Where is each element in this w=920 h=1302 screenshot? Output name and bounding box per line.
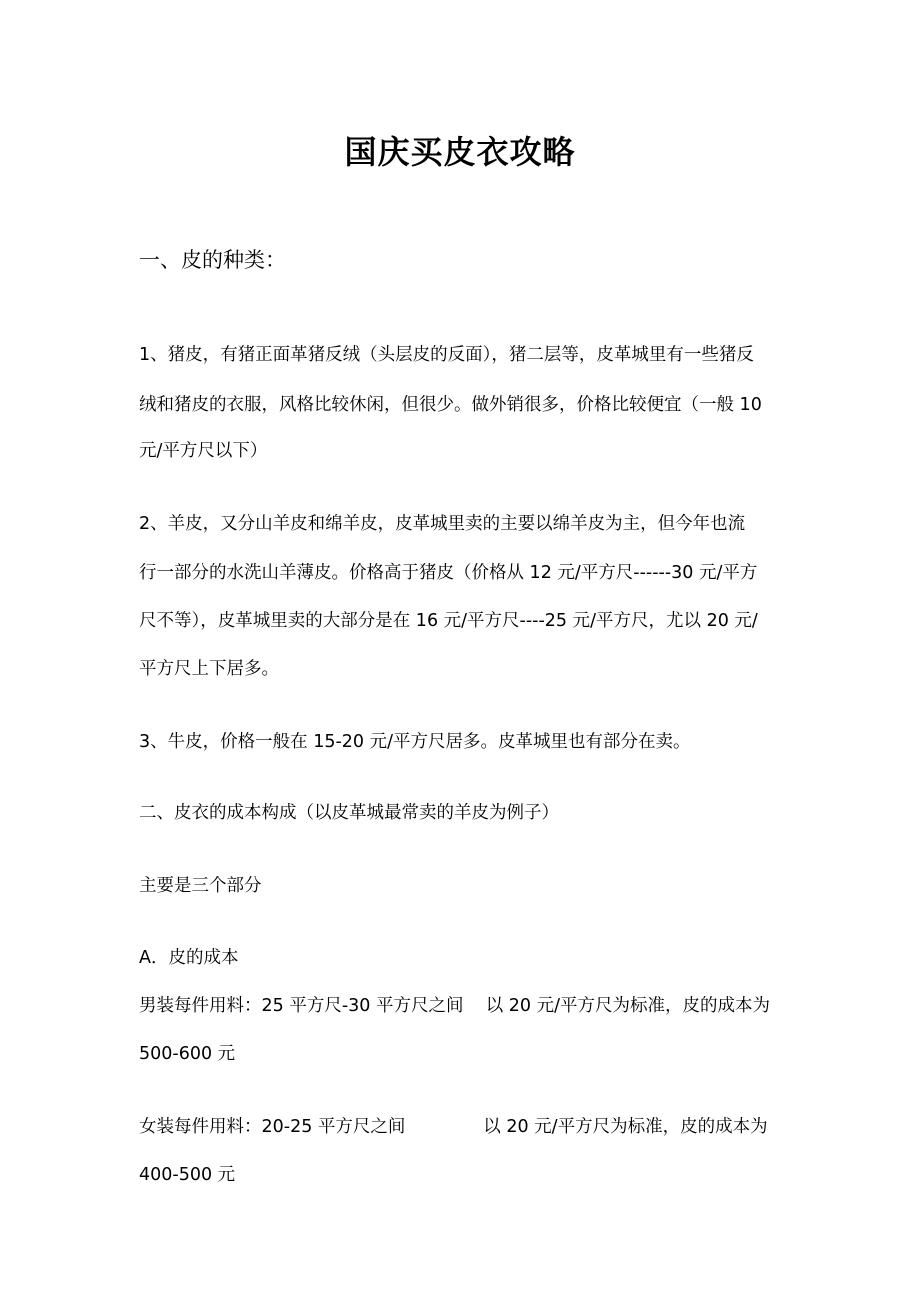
- paragraph-three-parts: 主要是三个部分: [139, 876, 262, 896]
- paragraph-womens-material-line-1: 女装每件用料：20-25 平方尺之间 以 20 元/平方尺为标准，皮的成本为: [139, 1117, 768, 1137]
- paragraph-sheepskin-line-2: 行一部分的水洗山羊薄皮。价格高于猪皮（价格从 12 元/平方尺------30 元/平方: [139, 563, 758, 583]
- section-heading-cost-structure: 二、皮衣的成本构成（以皮革城最常卖的羊皮为例子）: [139, 803, 559, 823]
- paragraph-mens-material-line-1: 男装每件用料：25 平方尺-30 平方尺之间 以 20 元/平方尺为标准，皮的成本为: [139, 996, 771, 1016]
- section-heading-leather-types: 一、皮的种类：: [139, 248, 286, 272]
- paragraph-pigskin-line-3: 元/平方尺以下）: [139, 441, 268, 461]
- subheading-leather-cost: A．皮的成本: [139, 948, 239, 968]
- paragraph-sheepskin-line-1: 2、羊皮，又分山羊皮和绵羊皮，皮革城里卖的主要以绵羊皮为主，但今年也流: [139, 514, 746, 534]
- paragraph-mens-material-line-2: 500-600 元: [139, 1044, 236, 1064]
- paragraph-pigskin-line-1: 1、猪皮，有猪正面革猪反绒（头层皮的反面），猪二层等，皮革城里有一些猪反: [139, 345, 754, 365]
- paragraph-womens-material-line-2: 400-500 元: [139, 1165, 236, 1185]
- paragraph-cowhide: 3、牛皮，价格一般在 15-20 元/平方尺居多。皮革城里也有部分在卖。: [139, 732, 691, 752]
- page-title: 国庆买皮衣攻略: [344, 133, 576, 171]
- paragraph-pigskin-line-2: 绒和猪皮的衣服，风格比较休闲，但很少。做外销很多，价格比较便宜（一般 10: [139, 395, 762, 415]
- paragraph-sheepskin-line-3: 尺不等），皮革城里卖的大部分是在 16 元/平方尺----25 元/平方尺，尤以 20 元/: [139, 611, 758, 631]
- paragraph-sheepskin-line-4: 平方尺上下居多。: [139, 659, 279, 679]
